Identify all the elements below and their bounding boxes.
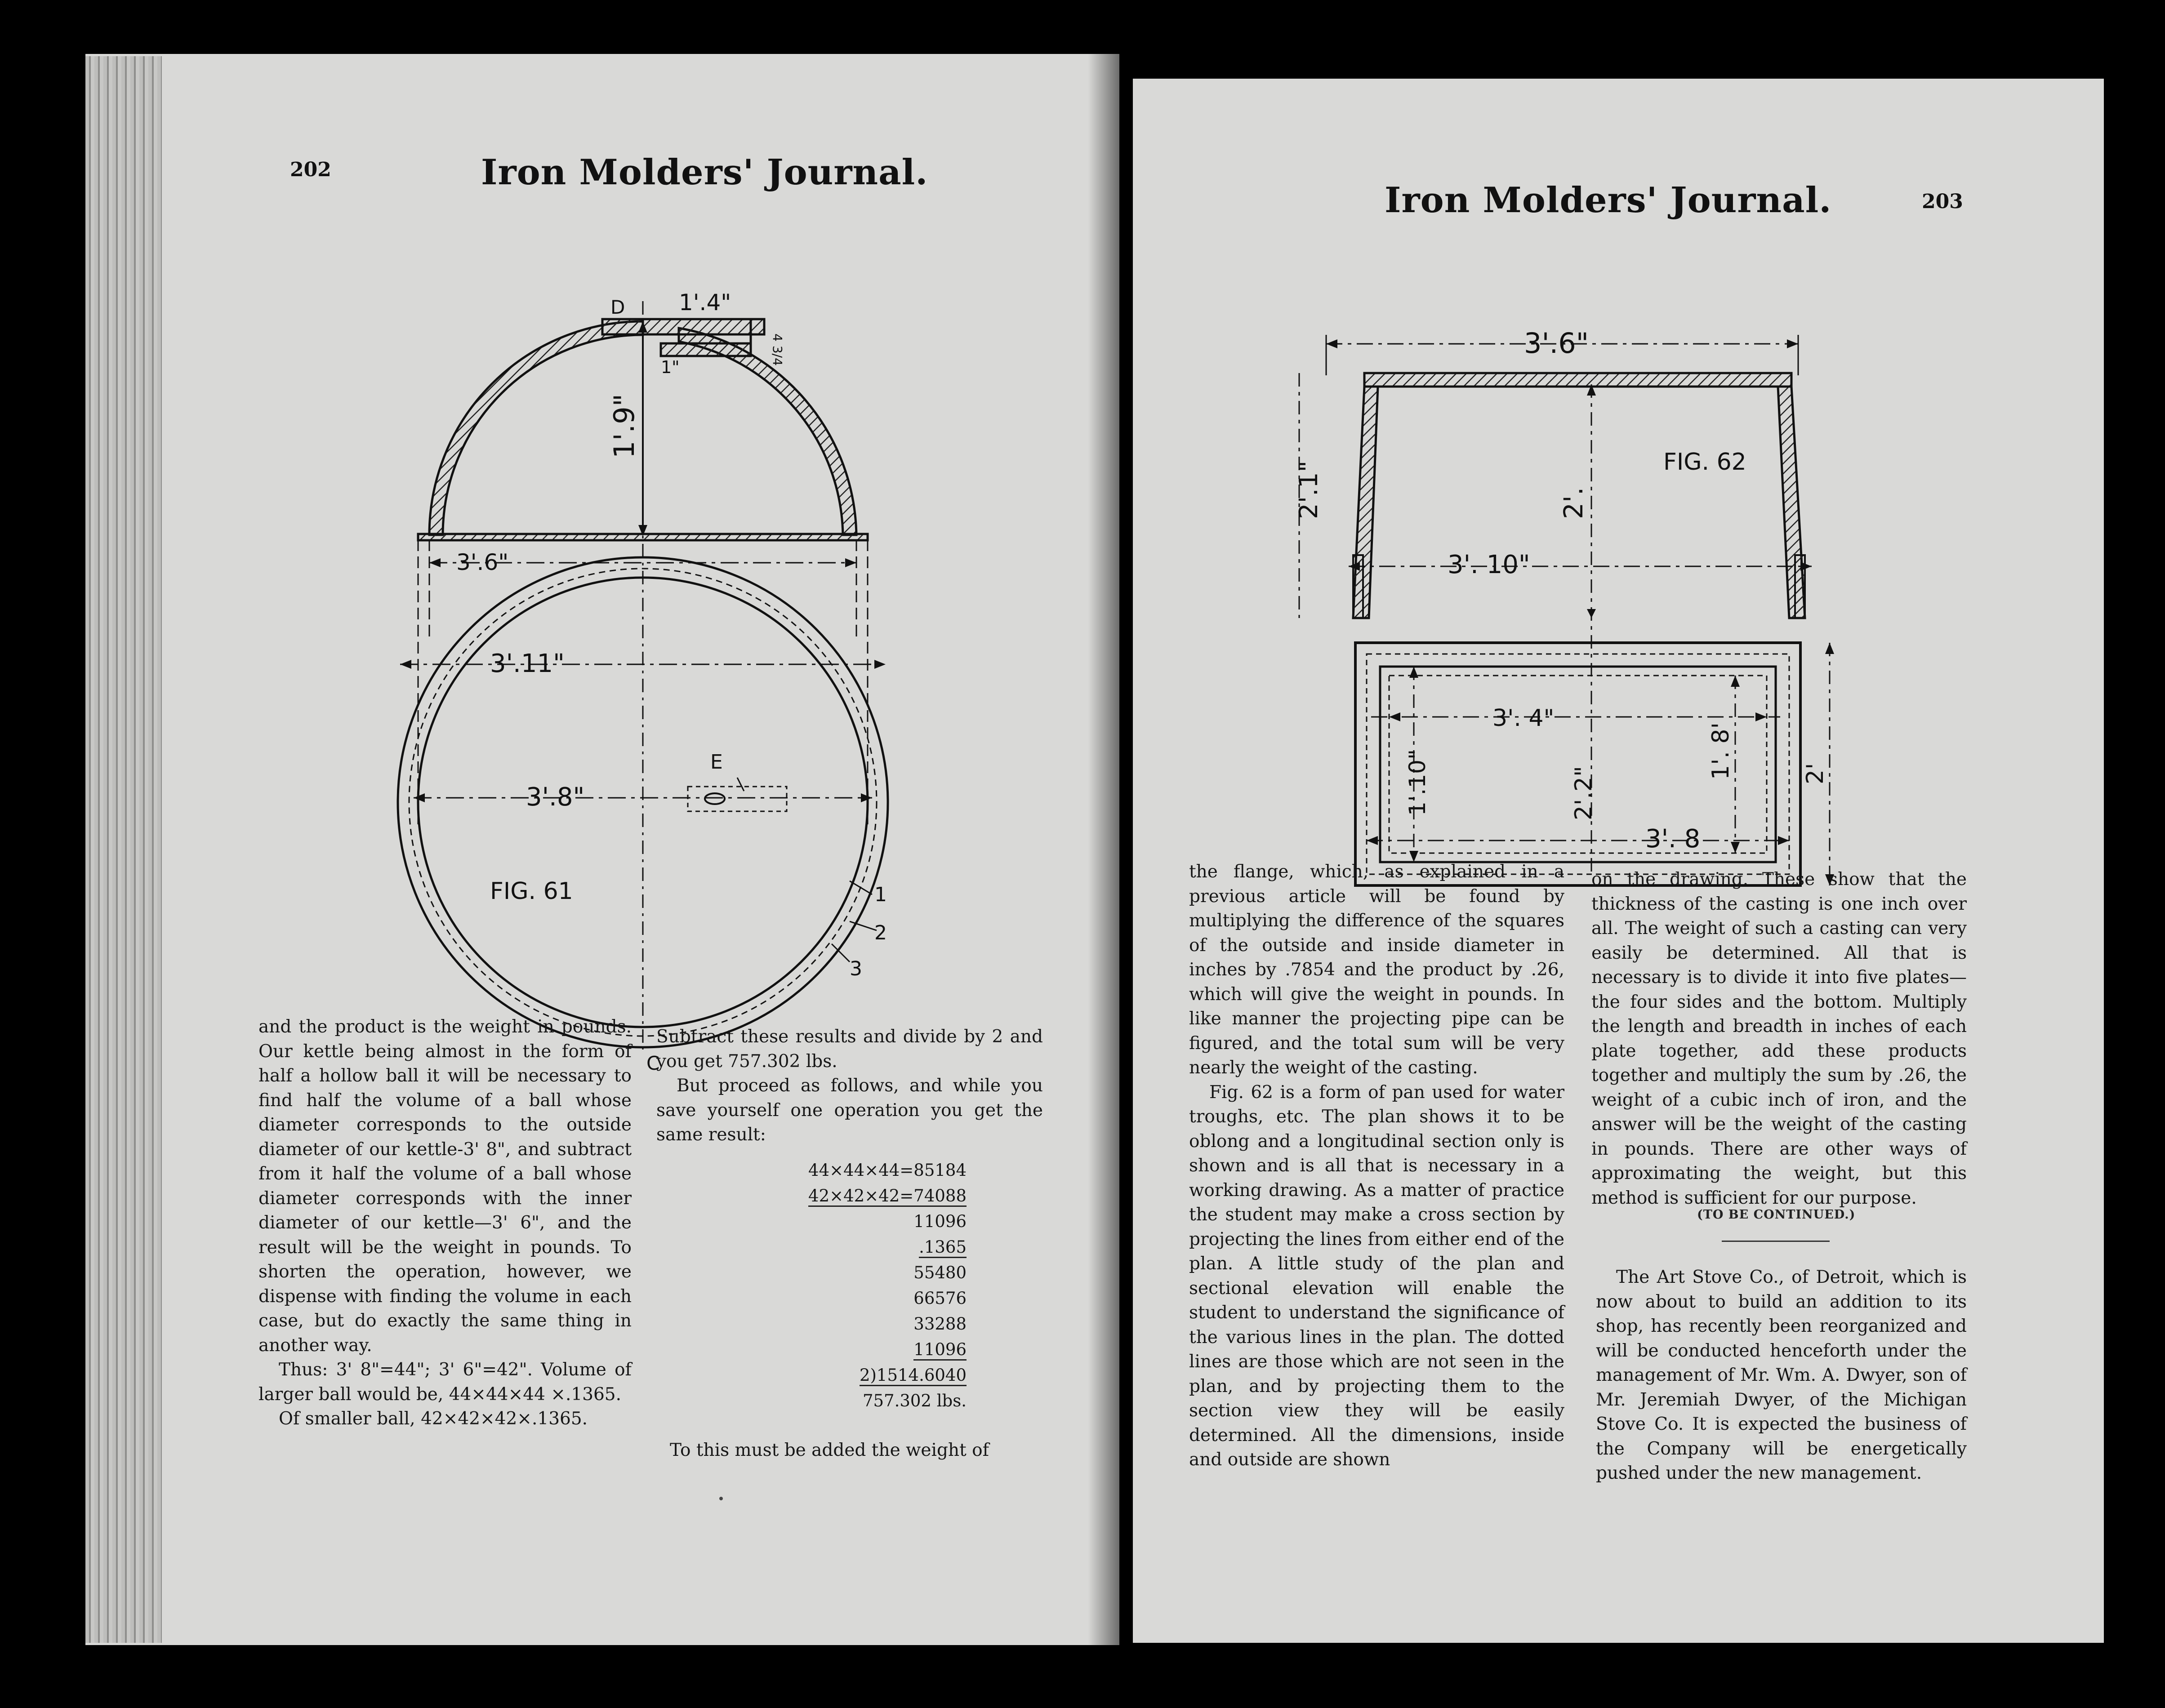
calc-line: 55480 [913, 1263, 967, 1282]
calc-line: 66576 [913, 1289, 967, 1308]
figure-62 [1294, 231, 1879, 897]
calc-line: 11096 [913, 1212, 967, 1231]
figure-61-caption: FIG. 61 [490, 878, 573, 905]
label-ring-1: 1 [874, 883, 887, 906]
news-paragraph: The Art Stove Co., of Detroit, which is now about to build an addition to its shop, has recently been reorganized and will be conducted henceforth under the management of Mr. Wm. A. Dwyer, son of Mr. Jeremiah Dwyer, of the Michigan Stove Co. It is expected the business of the Company will be energetically pushed under the new management. [1596, 1267, 1967, 1483]
right-page [1133, 79, 2104, 1643]
to-be-continued: (TO BE CONTINUED.) [1697, 1208, 1856, 1222]
label-plan-inner-width: 3'. 4" [1492, 705, 1555, 732]
paragraph: Subtract these results and divide by 2 and you get 757.302 lbs. [656, 1027, 1043, 1072]
left-page-column-2 [656, 1025, 1043, 1148]
speck [719, 1497, 723, 1500]
paragraph: and the product is the weight in pounds. Our kettle being almost in the form of half a hollow ball it will be necessary to find half the volume of a ball whose diameter corresponds to the outside diameter of our kettle-3' 8", and subtract from it half the volume of a ball whose diameter corresponds with the inner diameter of our kettle—3' 6", and the result will be the weight in pounds. To shorten the operation, however, we dispense with finding the volume in each case, but do exactly the same thing in another way. [258, 1017, 632, 1356]
label-top-width: 3'.6" [1524, 327, 1589, 360]
label-flange-side: 4 3/4 [770, 334, 785, 366]
label-ring-2: 2 [874, 921, 887, 944]
label-plan-center-height: 2'.2" [1570, 766, 1597, 820]
figure-61-drawing [400, 234, 1020, 1079]
figure-61 [400, 234, 1020, 1079]
journal-title-left: Iron Molders' Journal. [481, 152, 928, 193]
calc-line: .1365 [919, 1237, 967, 1258]
figure-62-drawing [1294, 231, 1879, 897]
calculation-block [715, 1157, 967, 1414]
calc-line: 42×42×42=74088 [808, 1186, 967, 1207]
label-d: D [610, 296, 625, 318]
paragraph: Fig. 62 is a form of pan used for water troughs, etc. The plan shows it to be oblong and a longitudinal section only is shown and is all that is necessary in a working drawing. As a matter of practice the student may make a cross section by projecting the lines from either end of the plan. A little study of the plan and sectional elevation will enable the student to understand the significance of the various lines in the plan. The dotted lines are those which are not seen in the plan, and by projecting them to the section view they will be easily determined. All the dimensions, inside and outside are shown [1189, 1082, 1564, 1470]
paragraph: Of smaller ball, 42×42×42×.1365. [279, 1409, 588, 1429]
calc-line: 2)1514.6040 [860, 1366, 967, 1386]
divider-rule [1722, 1241, 1830, 1242]
calc-line: 757.302 lbs. [862, 1391, 967, 1410]
paragraph: Thus: 3' 8"=44"; 3' 6"=42". Volume of larger ball would be, 44×44×44 ×.1365. [258, 1360, 632, 1405]
figure-62-caption: FIG. 62 [1663, 449, 1746, 476]
calc-line: 33288 [913, 1314, 967, 1334]
page-number-left: 202 [290, 158, 331, 181]
paragraph: the flange, which, as explained in a previous article will be found by multiplying the difference of the squares of the outside and inside diameter in inches by .7854 and the product by .26, which will give the weight in pounds. In like manner the projecting pipe can be figured, and the total sum will be very nearly the weight of the casting. [1189, 862, 1564, 1078]
calc-line: 44×44×44=85184 [808, 1161, 967, 1180]
right-page-column-2 [1591, 867, 1967, 1210]
label-small-mark: 1" [661, 357, 680, 377]
label-side-height: 2'.1" [1294, 460, 1323, 519]
label-ring-3: 3 [850, 957, 862, 980]
label-e: E [710, 751, 723, 774]
label-plan-left-height: 1'.10" [1404, 749, 1430, 816]
calc-line: 11096 [913, 1340, 967, 1361]
paragraph: But proceed as follows, and while you save yourself one operation you get the same result: [656, 1076, 1043, 1145]
label-c: C [646, 1052, 660, 1074]
page-number-right: 203 [1922, 190, 1963, 213]
label-dim-top: 3'.6" [456, 549, 509, 575]
label-dim-middle: 3'.11" [490, 649, 565, 678]
page-edges [85, 56, 162, 1643]
right-page-column-1 [1189, 860, 1564, 1472]
left-page-column-2-end: To this must be added the weight of [670, 1440, 989, 1460]
label-bottom-width: 3'. 10" [1448, 550, 1530, 579]
label-dim-lower: 3'.8" [526, 783, 585, 812]
label-plan-outer-width: 3'. 8 [1645, 824, 1701, 854]
label-plan-right-outer: 2' [1802, 763, 1829, 784]
journal-title-right: Iron Molders' Journal. [1385, 180, 1832, 221]
label-flange-width: 1'.4" [679, 289, 731, 316]
label-plan-right-inner: 1'. 8' [1707, 722, 1734, 780]
label-height: 1'.9" [608, 393, 641, 458]
label-inner-height: 2'. [1558, 487, 1589, 519]
left-page-column-1 [258, 1015, 632, 1432]
paragraph: on the drawing. These show that the thickness of the casting is one inch over all. The weight of such a casting can very easily be determined. All that is necessary is to divide it into five plates—the four sides and the bottom. Multiply the length and breadth in inches of each plate together, add these products together and multiply the sum by .26, the weight of a cubic inch of iron, and the answer will be the weight of the casting in pounds. There are other ways of approximating the weight, but this method is sufficient for our purpose. [1591, 869, 1967, 1208]
left-page [85, 54, 1119, 1645]
